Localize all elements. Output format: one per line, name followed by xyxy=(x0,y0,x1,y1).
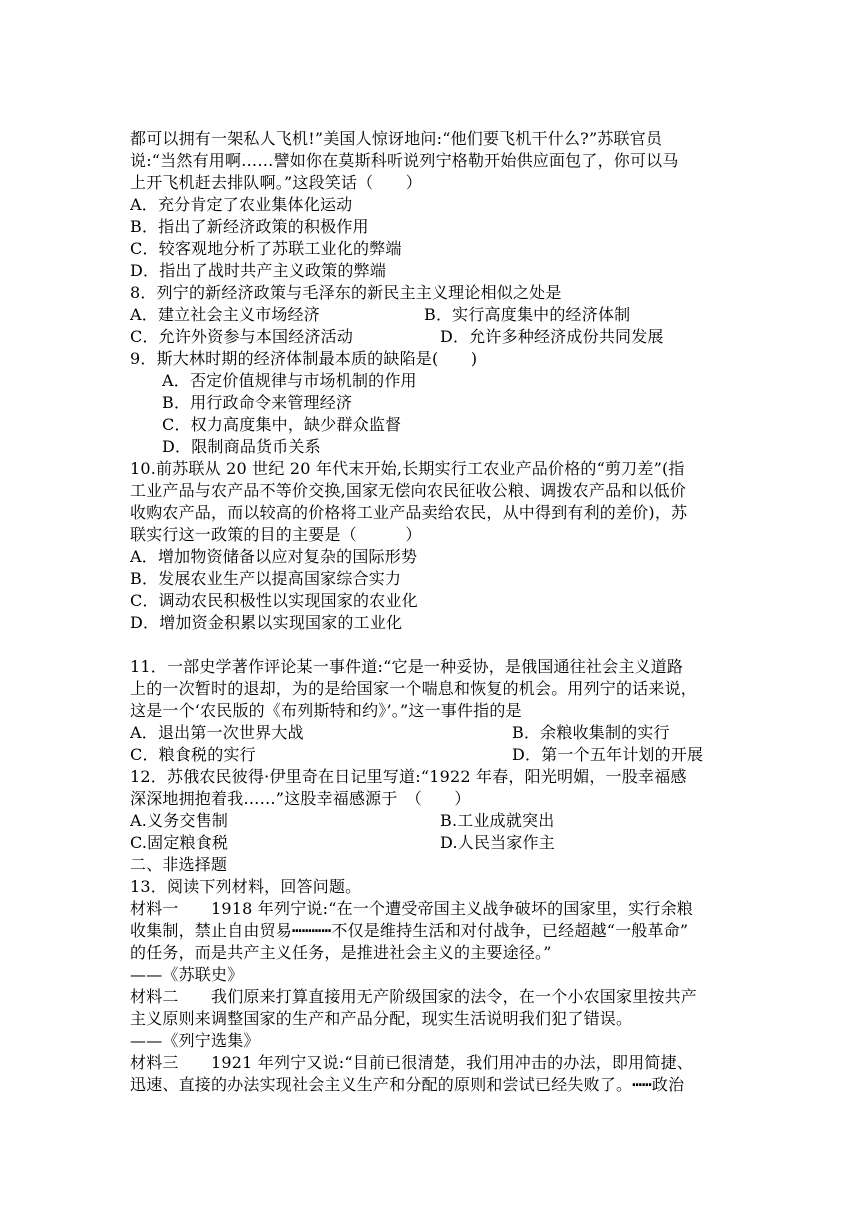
q7-option-b: B．指出了新经济政策的积极作用 xyxy=(130,217,369,236)
q11-option-c: C．粮食税的实行 xyxy=(130,745,256,764)
q13-material-1-line-3: 的任务，而是共产主义任务，是推进社会主义的主要途径。” xyxy=(130,943,552,962)
q7-option-c: C．较客观地分析了苏联工业化的弊端 xyxy=(130,239,402,258)
q7-stem-line-2: 说:“当然有用啊……譬如你在莫斯科听说列宁格勒开始供应面包了，你可以马 xyxy=(130,151,679,170)
q8-option-c: C．允许外资参与本国经济活动 xyxy=(130,327,354,346)
q10-stem-line-3: 收购农产品，而以较高的价格将工业产品卖给农民，从中得到有利的差价)，苏 xyxy=(130,503,688,522)
q13-material-1-line-1: 材料一 1918 年列宁说:“在一个遭受帝国主义战争破坏的国家里，实行余粮 xyxy=(130,899,693,918)
q12-option-b: B.工业成就突出 xyxy=(440,811,555,830)
section-heading: 二、非选择题 xyxy=(130,855,228,874)
q8-option-a: A．建立社会主义市场经济 xyxy=(130,305,320,324)
q10-option-b: B．发展农业生产以提高国家综合实力 xyxy=(130,569,402,588)
q13-material-3-line-1: 材料三 1921 年列宁又说:“目前已很清楚，我们用冲击的办法，即用简捷、 xyxy=(130,1053,693,1072)
q10-option-d: D．增加资金积累以实现国家的工业化 xyxy=(130,613,403,632)
q13-material-2-line-2: 主义原则来调整国家的生产和产品分配，现实生活说明我们犯了错误。 xyxy=(130,1009,633,1028)
q13-material-1-line-2: 收集制，禁止自由贸易┅┅┅┅不仅是维持生活和对付战争，已经超越“一般革命” xyxy=(130,921,689,940)
q9-option-a: A．否定价值规律与市场机制的作用 xyxy=(162,371,417,390)
q9-option-b: B．用行政命令来管理经济 xyxy=(162,393,353,412)
q9-option-c: C．权力高度集中，缺少群众监督 xyxy=(162,415,402,434)
q13-material-3-line-2: 迅速、直接的办法实现社会主义生产和分配的原则和尝试已经失败了。┅┅政治 xyxy=(130,1075,685,1094)
q11-option-b: B．余粮收集制的实行 xyxy=(512,723,670,742)
q10-stem-line-4: 联实行这一政策的目的主要是（ ） xyxy=(130,525,422,544)
q8-option-b: B．实行高度集中的经济体制 xyxy=(424,305,631,324)
q12-option-a: A.义务交售制 xyxy=(130,811,229,830)
q10-stem-line-1: 10.前苏联从 20 世纪 20 年代末开始,长期实行工农业产品价格的“剪刀差”(指 xyxy=(130,459,685,478)
q13-material-1-source: ——《苏联史》 xyxy=(130,965,244,984)
q10-option-c: C．调动农民积极性以实现国家的农业化 xyxy=(130,591,418,610)
q11-stem-line-2: 上的一次暂时的退却，为的是给国家一个喘息和恢复的机会。用列宁的话来说， xyxy=(130,679,698,698)
q10-option-a: A．增加物资储备以应对复杂的国际形势 xyxy=(130,547,418,566)
q11-option-a: A．退出第一次世界大战 xyxy=(130,723,304,742)
q13-material-2-source: ——《列宁选集》 xyxy=(130,1031,260,1050)
q7-stem-line-1: 都可以拥有一架私人飞机!”美国人惊讶地问:“他们要飞机干什么?”苏联官员 xyxy=(130,129,663,148)
q9-stem: 9．斯大林时期的经济体制最本质的缺陷是( ) xyxy=(130,349,478,368)
q11-stem-line-1: 11．一部史学著作评论某一事件道:“它是一种妥协，是俄国通往社会主义道路 xyxy=(130,657,684,676)
q8-option-d: D．允许多种经济成份共同发展 xyxy=(440,327,664,346)
q13-material-2-line-1: 材料二 我们原来打算直接用无产阶级国家的法令，在一个小农国家里按共产 xyxy=(130,987,698,1006)
q12-stem-line-2: 深深地拥抱着我……”这股幸福感源于 （ ） xyxy=(130,789,471,808)
q7-option-a: A．充分肯定了农业集体化运动 xyxy=(130,195,353,214)
q11-option-d: D．第一个五年计划的开展 xyxy=(512,745,704,764)
q13-stem: 13．阅读下列材料，回答问题。 xyxy=(130,877,362,896)
q9-option-d: D．限制商品货币关系 xyxy=(162,437,321,456)
q7-option-d: D．指出了战时共产主义政策的弊端 xyxy=(130,261,387,280)
q10-stem-line-2: 工业产品与农产品不等价交换,国家无偿向农民征收公粮、调拨农产品和以低价 xyxy=(130,481,687,500)
q12-option-d: D.人民当家作主 xyxy=(440,833,555,852)
q12-stem-line-1: 12．苏俄农民彼得·伊里奇在日记里写道:“1922 年春，阳光明媚，一股幸福感 xyxy=(130,767,687,786)
q12-option-c: C.固定粮食税 xyxy=(130,833,229,852)
q11-stem-line-3: 这是一个‘农民版的《布列斯特和约》’。”这一事件指的是 xyxy=(130,701,522,720)
q8-stem: 8．列宁的新经济政策与毛泽东的新民主主义理论相似之处是 xyxy=(130,283,562,302)
q7-stem-line-3: 上开飞机赶去排队啊。”这段笑话（ ） xyxy=(130,173,422,192)
